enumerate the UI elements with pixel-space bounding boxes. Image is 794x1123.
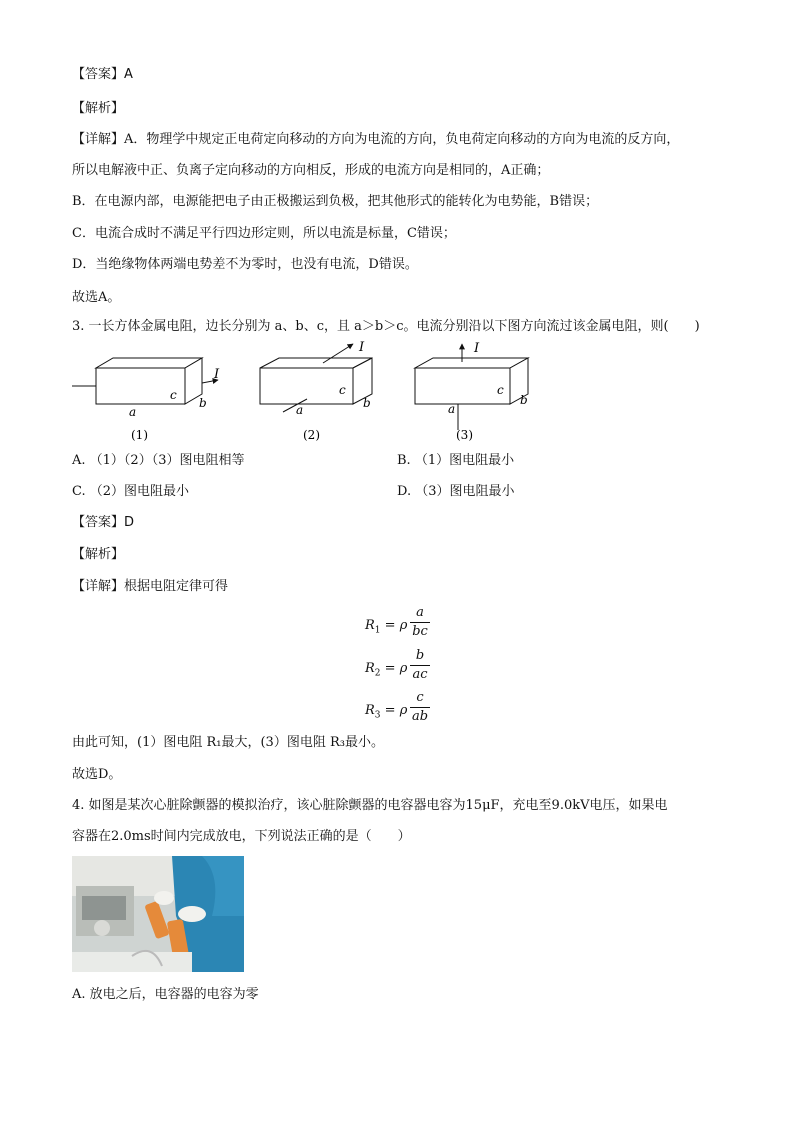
defibrillator-photo [72,856,244,972]
detail-line: D．当绝缘物体两端电势差不为零时，也没有电流，D错误。 [72,257,418,272]
analysis-label: 【解析】 [72,101,125,116]
option-b: B. （1）图电阻最小 [397,453,515,468]
option-c: C. （2）图电阻最小 [72,484,190,499]
figure-2 [260,344,372,412]
label-b: b [520,393,528,407]
label-c: c [497,383,504,397]
detail-line: 【详解】A．物理学中规定正电荷定向移动的方向为电流的方向，负电荷定向移动的方向为电流的反方向， [72,132,680,147]
detail-line: 【详解】根据电阻定律可得 [72,579,229,594]
question-stem: 3. 一长方体金属电阻，边长分别为 a、b、c，且 a＞b＞c。电流分别沿以下图方向流过该金属电阻，则( ) [72,319,700,334]
detail-line: B．在电源内部，电源能把电子由正极搬运到负极，把其他形式的能转化为电势能，B错误； [72,194,599,209]
defibrillator-photo-illustration [72,856,244,972]
question-stem: 4. 如图是某次心脏除颤器的模拟治疗，该心脏除颤器的电容器电容为15μF，充电至9.0kV电压，如果电 [72,798,668,813]
label-a: a [448,402,456,416]
caption-2: (2) [303,428,320,442]
conclusion-line: 故选A。 [72,290,121,305]
label-c: c [339,383,346,397]
figure-1 [72,358,218,404]
resistor-figures [60,338,540,448]
label-b: b [199,396,207,410]
detail-line: C．电流合成时不满足平行四边形定则，所以电流是标量，C错误； [72,226,456,241]
label-b: b [363,396,371,410]
question-stem: 容器在2.0ms时间内完成放电，下列说法正确的是（ ） [72,829,411,844]
answer-label: 【答案】A [72,67,133,82]
caption-1: (1) [131,428,148,442]
label-I: I [359,340,365,355]
option-d: D. （3）图电阻最小 [397,484,515,499]
answer-label: 【答案】D [72,515,135,530]
option-a: A. 放电之后，电容器的电容为零 [72,987,259,1002]
conclusion-line: 故选D。 [72,767,122,782]
label-I: I [474,341,480,356]
caption-3: (3) [456,428,473,442]
label-a: a [296,403,304,417]
label-a: a [129,405,137,419]
result-line: 由此可知，(1）图电阻 R₁最大，(3）图电阻 R₃最小。 [72,735,384,750]
option-a: A. （1）（2）（3）图电阻相等 [72,453,245,468]
label-I: I [214,367,220,382]
figure-3 [415,344,528,430]
detail-line: 所以电解液中正、负离子定向移动的方向相反，形成的电流方向是相同的，A正确； [72,163,550,178]
label-c: c [170,388,177,402]
analysis-label: 【解析】 [72,547,125,562]
